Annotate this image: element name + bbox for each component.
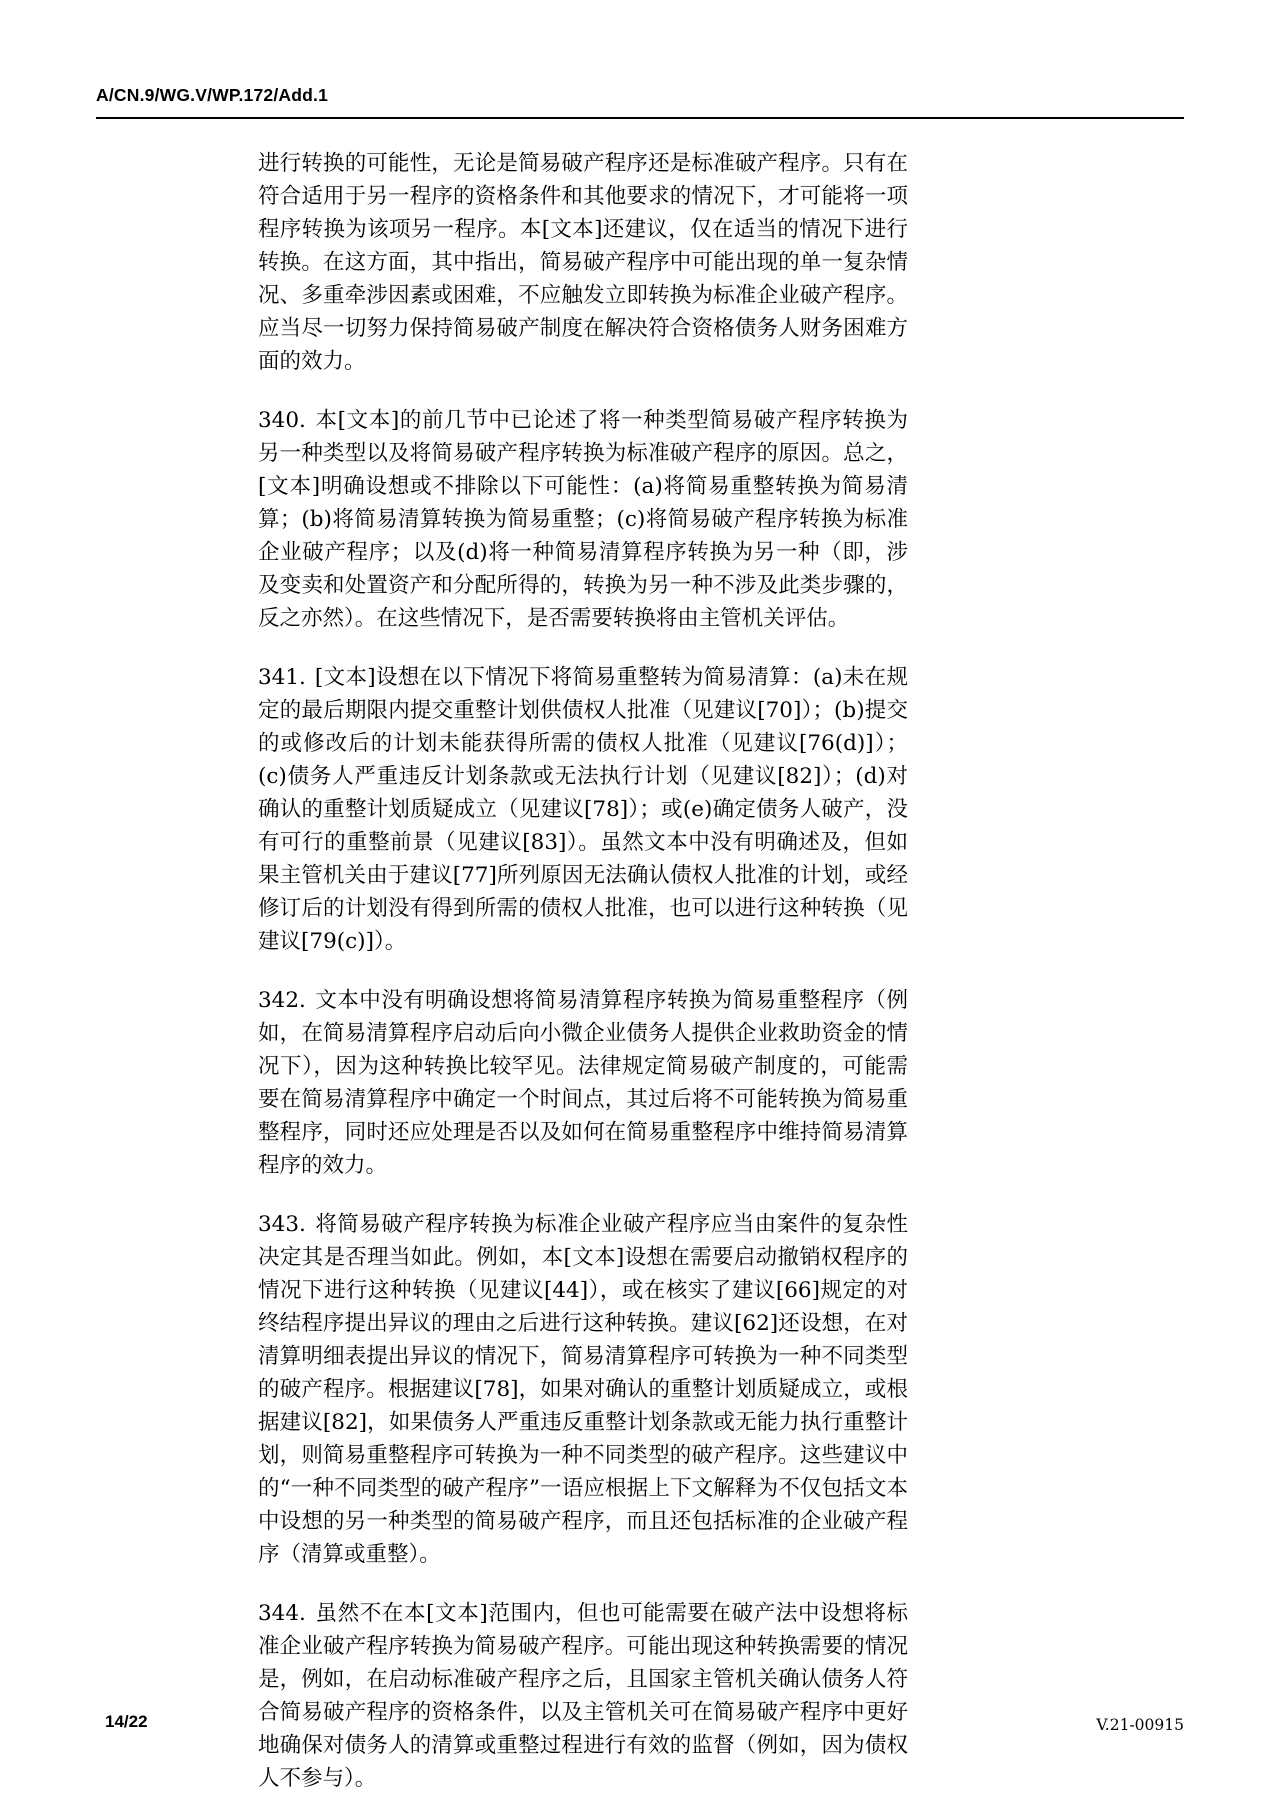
document-symbol: A/CN.9/WG.V/WP.172/Add.1 <box>96 85 329 105</box>
paragraph-number: 341. <box>258 665 306 690</box>
header-rule <box>96 117 1184 119</box>
paragraph-continuation <box>258 147 908 378</box>
paragraph-text: 将简易破产程序转换为标准企业破产程序应当由案件的复杂性决定其是否理当如此。例如，本[文本]设想在需要启动撤销权程序的情况下进行这种转换（见建议[44]），或在核实了建议[66]规定的对终结程序提出异议的理由之后进行这种转换。建议[62]还设想，在对清算明细表提出异议的情况下，简易清算程序可转换为一种不同类型的破产程序。根据建议[78]，如果对确认的重整计划质疑成立，或根据建议[82]，如果债务人严重违反重整计划条款或无能力执行重整计划，则简易重整程序可转换为一种不同类型的破产程序。这些建议中的“一种不同类型的破产程序”一语应根据上下文解释为不仅包括文本中设想的另一种类型的简易破产程序，而且还包括标准的企业破产程序（清算或重整）。 <box>258 1212 908 1567</box>
paragraph-number: 343. <box>258 1212 306 1237</box>
document-reference: V.21-00915 <box>1096 1716 1184 1734</box>
paragraph-343 <box>258 1208 908 1571</box>
paragraph-342 <box>258 984 908 1182</box>
page-number: 14/22 <box>105 1712 148 1731</box>
paragraph-text: 本[文本]的前几节中已论述了将一种类型简易破产程序转换为另一种类型以及将简易破产程序转换为标准破产程序的原因。总之，[文本]明确设想或不排除以下可能性：(a)将简易重整转换为简易清算；(b)将简易清算转换为简易重整；(c)将简易破产程序转换为标准企业破产程序；以及(d)将一种简易清算程序转换为另一种（即，涉及变卖和处置资产和分配所得的，转换为另一种不涉及此类步骤的，反之亦然）。在这些情况下，是否需要转换将由主管机关评估。 <box>258 408 908 631</box>
paragraph-text: 进行转换的可能性，无论是简易破产程序还是标准破产程序。只有在符合适用于另一程序的资格条件和其他要求的情况下，才可能将一项程序转换为该项另一程序。本[文本]还建议，仅在适当的情况下进行转换。在这方面，其中指出，简易破产程序中可能出现的单一复杂情况、多重牵涉因素或困难，不应触发立即转换为标准企业破产程序。应当尽一切努力保持简易破产制度在解决符合资格债务人财务困难方面的效力。 <box>258 151 908 374</box>
paragraph-340 <box>258 404 908 635</box>
paragraph-number: 344. <box>258 1601 306 1626</box>
paragraph-344 <box>258 1597 908 1795</box>
paragraph-text: [文本]设想在以下情况下将简易重整转为简易清算：(a)未在规定的最后期限内提交重整计划供债权人批准（见建议[70]）；(b)提交的或修改后的计划未能获得所需的债权人批准（见建议[76(d)]）；(c)债务人严重违反计划条款或无法执行计划（见建议[82]）；(d)对确认的重整计划质疑成立（见建议[78]）；或(e)确定债务人破产，没有可行的重整前景（见建议[83]）。虽然文本中没有明确述及，但如果主管机关由于建议[77]所列原因无法确认债权人批准的计划，或经修订后的计划没有得到所需的债权人批准，也可以进行这种转换（见建议[79(c)]）。 <box>258 665 908 954</box>
paragraph-number: 342. <box>258 988 306 1013</box>
paragraph-text: 虽然不在本[文本]范围内，但也可能需要在破产法中设想将标准企业破产程序转换为简易破产程序。可能出现这种转换需要的情况是，例如，在启动标准破产程序之后，且国家主管机关确认债务人符合简易破产程序的资格条件，以及主管机关可在简易破产程序中更好地确保对债务人的清算或重整过程进行有效的监督（例如，因为债权人不参与）。 <box>258 1601 908 1791</box>
paragraph-number: 340. <box>258 408 306 433</box>
paragraph-341 <box>258 661 908 958</box>
document-body <box>258 147 908 1809</box>
paragraph-text: 文本中没有明确设想将简易清算程序转换为简易重整程序（例如，在简易清算程序启动后向小微企业债务人提供企业救助资金的情况下），因为这种转换比较罕见。法律规定简易破产制度的，可能需要在简易清算程序中确定一个时间点，其过后将不可能转换为简易重整程序，同时还应处理是否以及如何在简易重整程序中维持简易清算程序的效力。 <box>258 988 908 1178</box>
